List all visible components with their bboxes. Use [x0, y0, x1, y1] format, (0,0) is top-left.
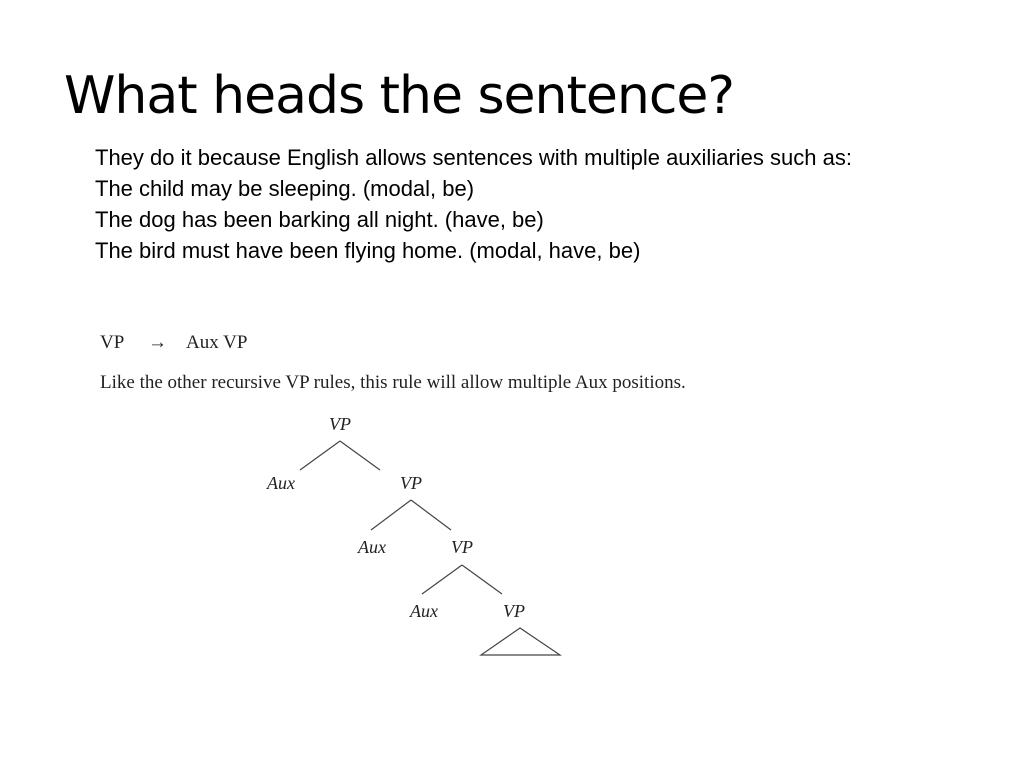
- tree-aux-3: Aux: [410, 601, 438, 621]
- tree-edge-vp2-aux: [422, 565, 462, 594]
- slide-title: What heads the sentence?: [64, 66, 735, 126]
- tree-terminal-triangle: [481, 628, 560, 655]
- tree-aux-1: Aux: [267, 473, 295, 493]
- tree-edge-root-vp: [340, 441, 380, 470]
- rule-rhs: Aux VP: [186, 332, 248, 353]
- tree-vp-3: VP: [503, 601, 525, 621]
- tree-edge-root-aux: [300, 441, 340, 470]
- tree-vp-1: VP: [400, 473, 422, 493]
- tree-aux-2: Aux: [358, 537, 386, 557]
- paragraph-intro: They do it because English allows sentences with multiple auxiliaries such as:: [95, 145, 852, 170]
- slide-body: [95, 142, 955, 266]
- example-sentence-1: The child may be sleeping. (modal, be): [95, 176, 475, 201]
- tree-edge-vp2-vp: [462, 565, 502, 594]
- figure-caption: Like the other recursive VP rules, this rule will allow multiple Aux positions.: [100, 372, 686, 393]
- example-sentence-3: The bird must have been flying home. (modal, have, be): [95, 238, 641, 263]
- tree-edge-vp1-aux: [371, 500, 411, 530]
- rule-lhs: VP: [100, 332, 125, 353]
- tree-edge-vp1-vp: [411, 500, 451, 530]
- tree-root-vp: VP: [329, 414, 351, 434]
- tree-vp-2: VP: [451, 537, 473, 557]
- example-sentence-2: The dog has been barking all night. (have, be): [95, 207, 544, 232]
- rule-arrow: →: [148, 332, 167, 353]
